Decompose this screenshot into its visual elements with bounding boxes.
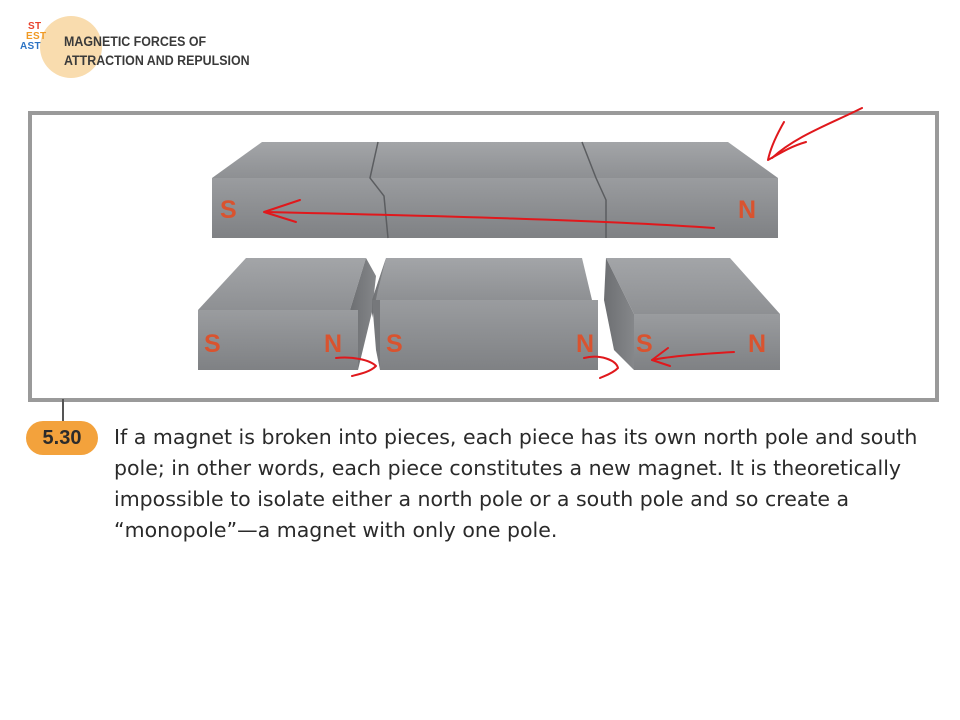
piece-2-south-label: S bbox=[386, 330, 403, 358]
top-magnet-top-face bbox=[212, 142, 778, 178]
figure-caption: If a magnet is broken into pieces, each piece has its own north pole and south pole; in other words, each piece constitutes a new magnet. It is theoretically impossible to isolate either a north pole or a south pole and so create a “monopole”—a magnet with only one pole. bbox=[114, 425, 918, 542]
top-magnet-south-label: S bbox=[220, 196, 237, 224]
piece-3-north-label: N bbox=[748, 330, 767, 358]
annotation-arrowhead-corner-icon bbox=[768, 122, 806, 160]
piece-3-south-label: S bbox=[636, 330, 653, 358]
tag-st: ST bbox=[28, 21, 42, 32]
piece-1-top-face bbox=[198, 258, 366, 310]
bottom-piece-2 bbox=[372, 258, 598, 370]
piece-3-top-face bbox=[606, 258, 780, 314]
top-magnet bbox=[212, 142, 778, 238]
tag-ast: AST bbox=[20, 41, 41, 52]
top-magnet-front-face bbox=[212, 178, 778, 238]
piece-1-south-label: S bbox=[204, 330, 221, 358]
bottom-piece-3 bbox=[604, 258, 780, 370]
piece-2-north-label: N bbox=[576, 330, 595, 358]
figure-number-badge: 5.30 bbox=[26, 421, 98, 455]
bottom-piece-1 bbox=[198, 258, 376, 370]
section-title-line1: MAGNETIC FORCES OF bbox=[64, 34, 207, 49]
caption-leader-line bbox=[62, 399, 64, 421]
piece-2-top-face bbox=[372, 258, 592, 300]
piece-2-front-face bbox=[380, 300, 598, 370]
piece-2-left-edge bbox=[372, 300, 380, 370]
section-title-line2: ATTRACTION AND REPULSION bbox=[64, 53, 250, 68]
piece-1-north-label: N bbox=[324, 330, 343, 358]
top-magnet-north-label: N bbox=[738, 196, 757, 224]
tag-est: EST bbox=[26, 31, 47, 42]
